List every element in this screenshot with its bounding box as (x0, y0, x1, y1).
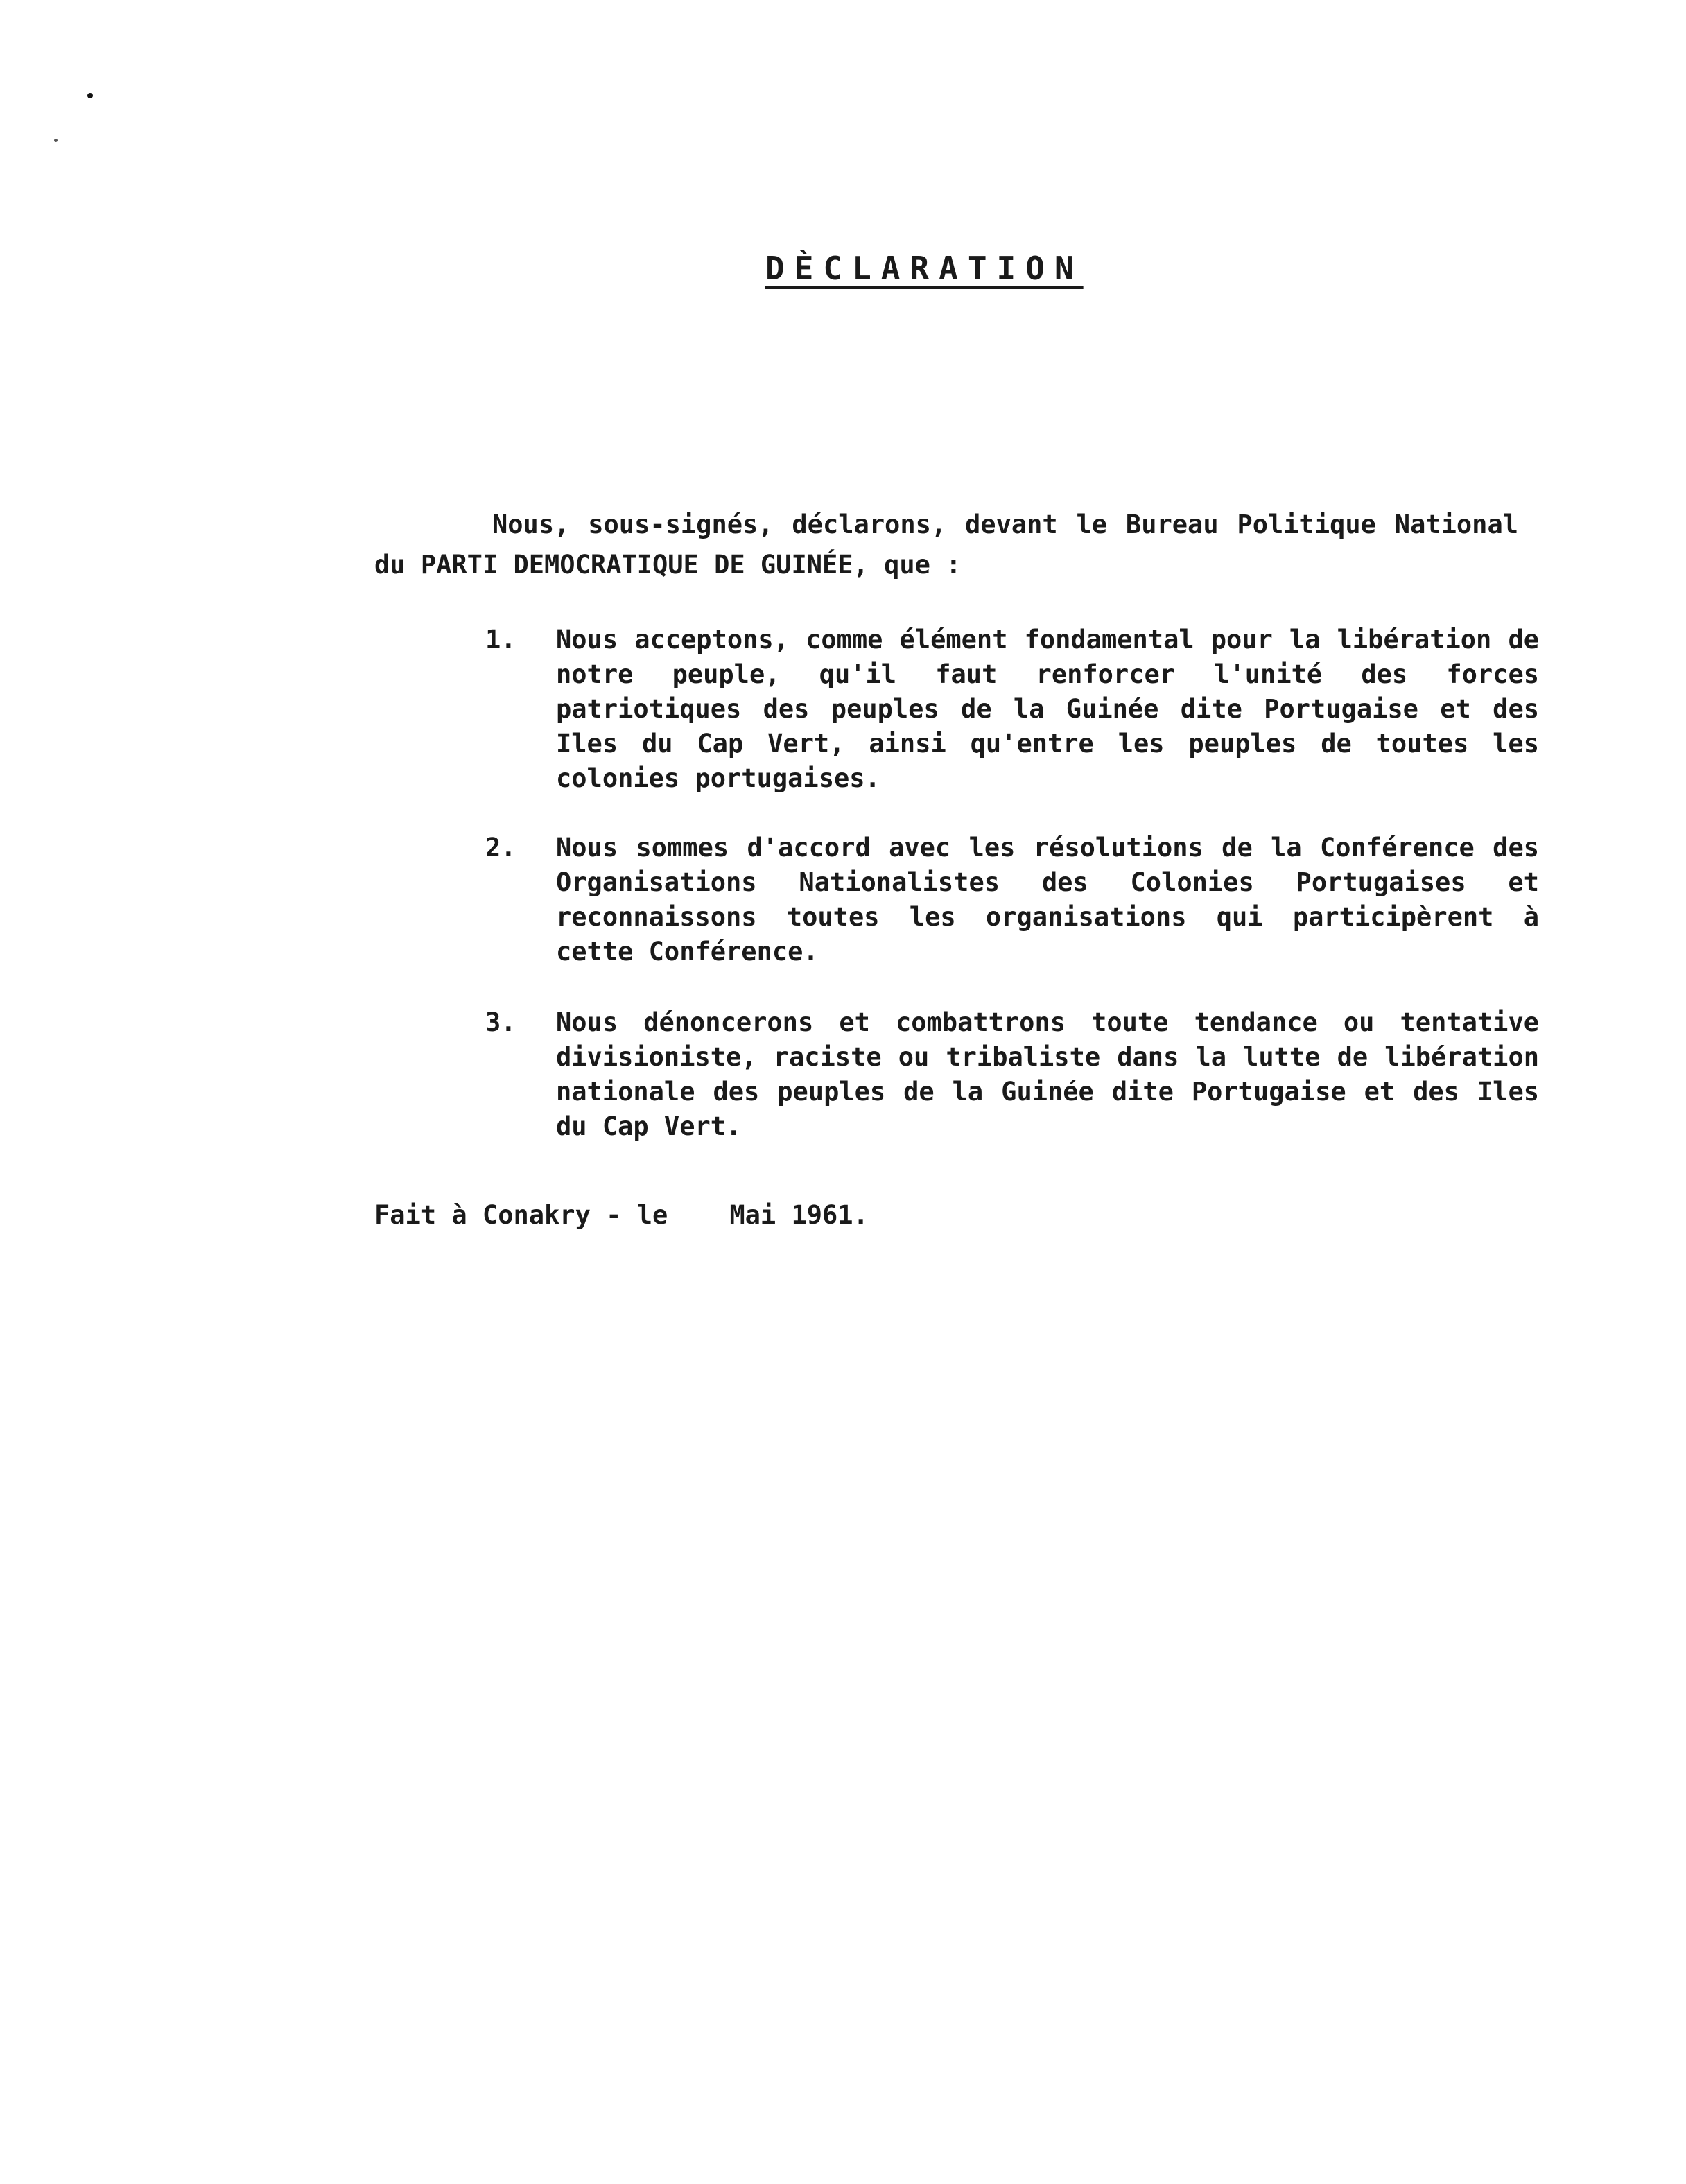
item-number: 1. (485, 625, 516, 655)
item-number: 3. (485, 1007, 516, 1037)
ink-speck (87, 93, 93, 98)
ink-speck (54, 139, 58, 142)
place-and-date: Fait à Conakry - le Mai 1961. (374, 1200, 869, 1230)
declaration-item (485, 623, 1539, 796)
document-title: DÈCLARATION (765, 250, 1084, 287)
declaration-item (485, 831, 1539, 969)
item-text: Nous dénoncerons et combattrons toute tendance ou tentative divisioniste, raciste ou tribaliste dans la lutte de libération nationale des peuples de la Guinée dite Portugaise et des Iles du Cap Vert. (556, 1007, 1539, 1141)
item-number: 2. (485, 833, 516, 863)
item-text: Nous acceptons, comme élément fondamental pour la libération de notre peuple, qu'il faut renforcer l'unité des forces patriotiques des peuples de la Guinée dite Portugaise et des Iles du Cap Vert, ainsi qu'entre les peuples de toutes les colonies portugaises. (556, 625, 1539, 793)
intro-paragraph: Nous, sous-signés, déclarons, devant le Bureau Politique National du PARTI DEMOCRATIQUE DE GUINÉE, que : (374, 510, 1518, 580)
declaration-item (485, 1005, 1539, 1144)
item-text: Nous sommes d'accord avec les résolutions de la Conférence des Organisations Nationalistes des Colonies Portugaises et reconnaissons toutes les organisations qui participèrent à cette Conférence. (556, 833, 1539, 967)
